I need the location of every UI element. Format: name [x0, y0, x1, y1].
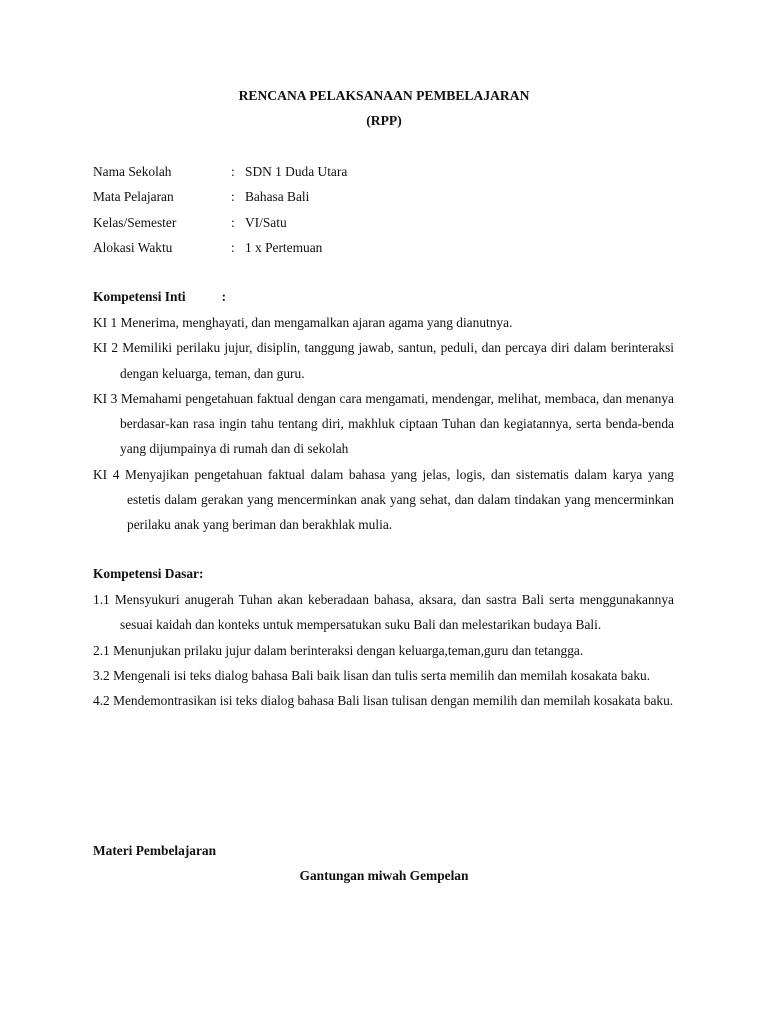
identity-value: SDN 1 Duda Utara	[245, 164, 348, 179]
section-heading-kompetensi-inti	[93, 288, 226, 306]
kompetensi-dasar-item-1: 1.1 Mensyukuri anugerah Tuhan akan keberadaan bahasa, aksara, dan sastra Bali serta menggunakannya sesuai kaidah dan konteks untuk mempersatukan suku Bali dan melestarikan budaya Bali.	[93, 592, 674, 633]
identity-colon: :	[231, 214, 235, 230]
section-heading-kompetensi-dasar: Kompetensi Dasar:	[93, 566, 204, 581]
identity-colon: :	[231, 189, 235, 205]
materi-subheading: Gantungan miwah Gempelan	[299, 868, 469, 883]
identity-table	[93, 163, 347, 264]
section-heading-materi: Materi Pembelajaran	[93, 843, 217, 858]
identity-label: Nama Sekolah	[93, 164, 172, 179]
identity-row-alokasi-waktu	[93, 239, 347, 264]
kompetensi-dasar-item-2: 2.1 Menunjukan prilaku jujur dalam berinteraksi dengan keluarga,teman,guru dan tetangga.	[93, 642, 584, 658]
identity-value: VI/Satu	[245, 214, 287, 230]
kompetensi-inti-item-2: KI 2 Memiliki perilaku jujur, disiplin, tanggung jawab, santun, peduli, dan percaya diri dalam berinteraksi dengan keluarga, teman, dan guru.	[93, 340, 674, 381]
identity-value: 1 x Pertemuan	[245, 239, 323, 255]
kompetensi-inti-item-4: KI 4 Menyajikan pengetahuan faktual dalam bahasa yang jelas, logis, dan sistematis dalam karya yang estetis dalam gerakan yang mencerminkan anak yang sehat, dan dalam tindakan yang mencerminkan perilaku anak yang beriman dan berakhlak mulia.	[93, 466, 674, 533]
kompetensi-dasar-item-3: 3.2 Mengenali isi teks dialog bahasa Bali baik lisan dan tulis serta memilih dan memilah kosakata baku.	[93, 667, 651, 683]
identity-value: Bahasa Bali	[245, 189, 310, 205]
kompetensi-inti-item-3: KI 3 Memahami pengetahuan faktual dengan cara mengamati, mendengar, melihat, membaca, dan menanya berdasar-kan rasa ingin tahu tentang diri, makhluk ciptaan Tuhan dan kegiatannya, serta benda-benda yang dijumpainya di rumah dan di sekolah	[93, 390, 674, 457]
section-heading-colon: :	[221, 289, 227, 304]
identity-row-mata-pelajaran	[93, 188, 347, 213]
section-heading-text: Kompetensi Inti	[93, 289, 186, 304]
identity-row-kelas-semester	[93, 214, 347, 239]
identity-row-nama-sekolah	[93, 163, 347, 188]
identity-label: Kelas/Semester	[93, 214, 177, 230]
kompetensi-inti-item-1: KI 1 Menerima, menghayati, dan mengamalkan ajaran agama yang dianutnya.	[93, 315, 513, 330]
document-subtitle: (RPP)	[366, 113, 402, 128]
identity-label: Mata Pelajaran	[93, 189, 174, 205]
identity-label: Alokasi Waktu	[93, 239, 173, 255]
kompetensi-inti-list	[93, 310, 674, 538]
identity-colon: :	[231, 164, 235, 179]
document-title: RENCANA PELAKSANAAN PEMBELAJARAN	[238, 88, 530, 103]
kompetensi-dasar-list	[93, 587, 674, 713]
kompetensi-dasar-item-4: 4.2 Mendemontrasikan isi teks dialog bahasa Bali lisan tulisan dengan memilih dan memilah kosakata baku.	[93, 693, 674, 709]
identity-colon: :	[231, 239, 235, 255]
